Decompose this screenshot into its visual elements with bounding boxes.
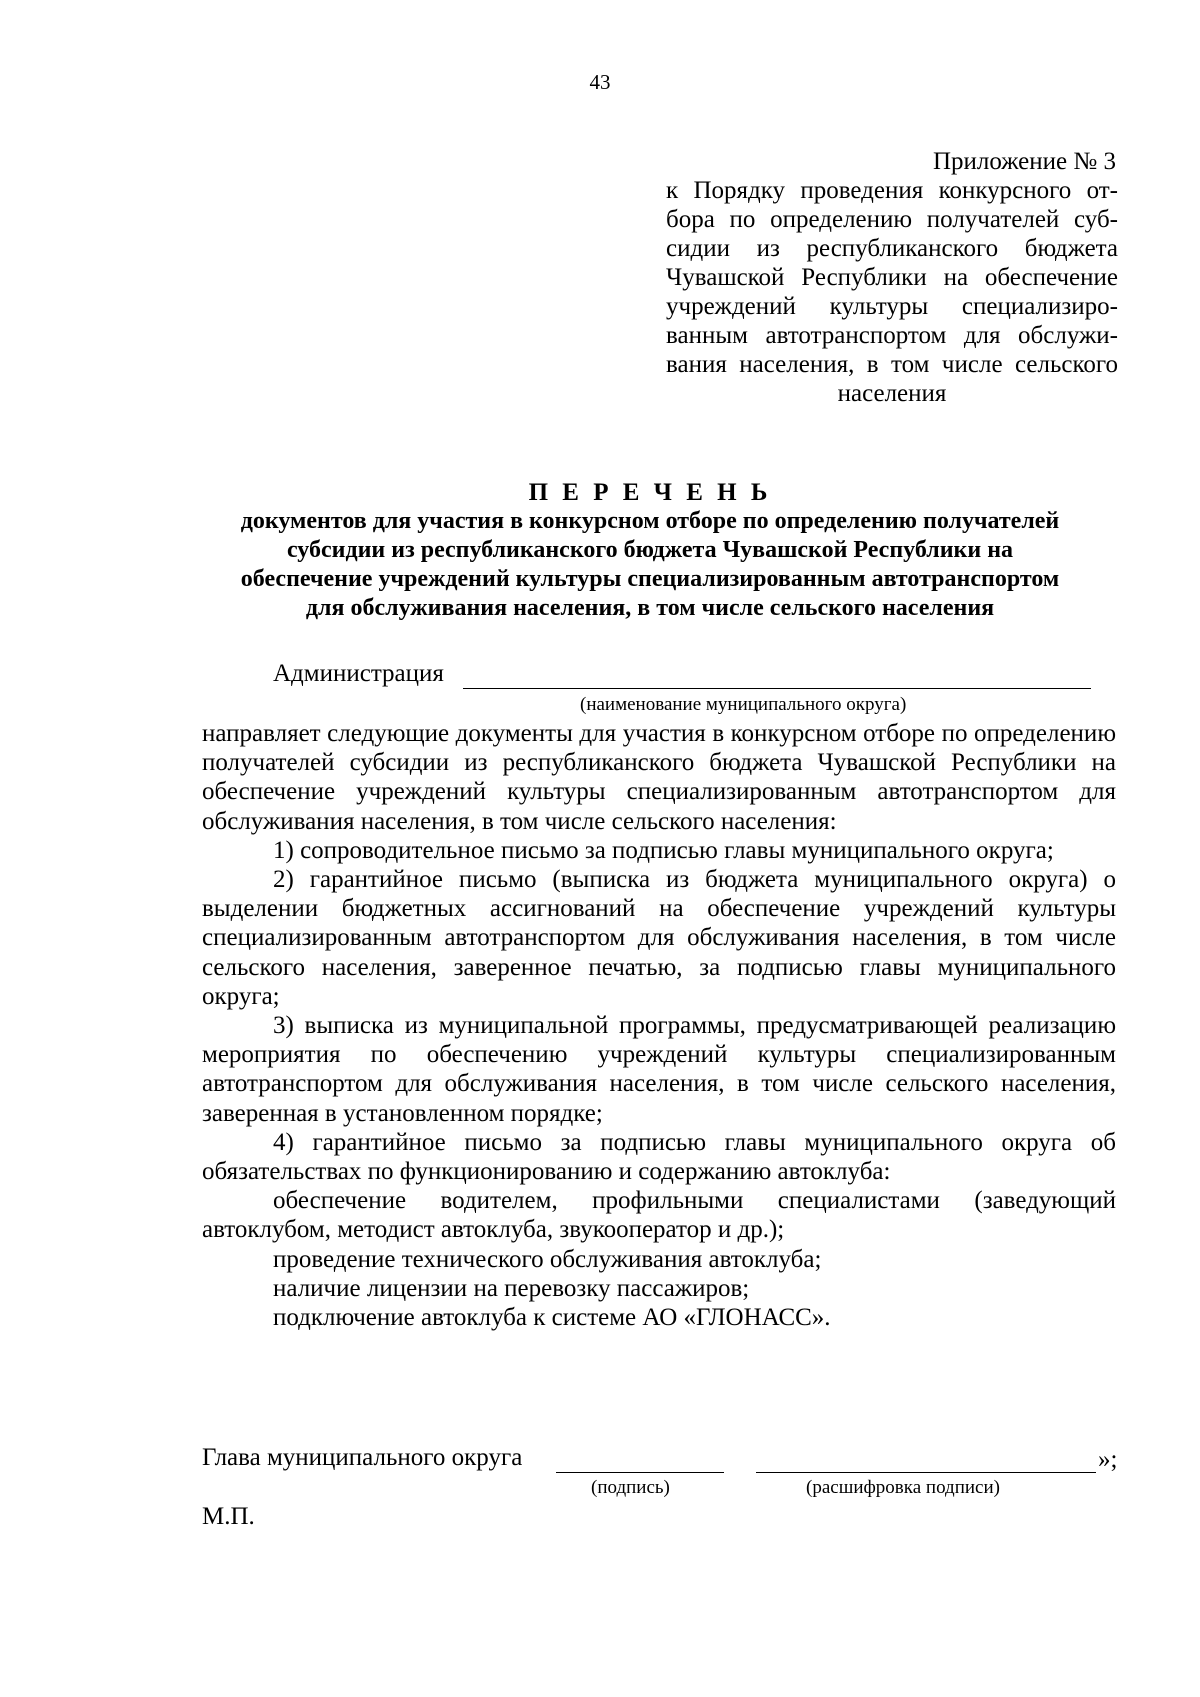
appendix-line: ванным автотранспортом для обслужи-	[666, 322, 1118, 349]
list-item: 2) гарантийное письмо (выписка из бюджета муниципального округа) о выделении бюджетных ассигнований на обеспечение учреждений культуры специализированным автотранспортом для обслуживания населения, в том числе сельского населения, заверенное печатью, за подписью главы муниципального округа;	[202, 866, 1116, 1010]
administration-label: Администрация	[273, 660, 444, 687]
heading-line: для обслуживания населения, в том числе сельского населения	[305, 595, 995, 621]
body-intro: направляет следующие документы для участия в конкурсном отборе по определению получателей субсидии из республиканского бюджета Чувашской Республики на обеспечение учреждений культуры специализированным автотранспортом для обслуживания населения, в том числе сельского населения:	[202, 720, 1116, 835]
list-item: 4) гарантийное письмо за подписью главы муниципального округа об обязательствах по функционированию и содержанию автоклуба:	[202, 1128, 1116, 1186]
heading-line: документов для участия в конкурсном отборе по определению получателей	[240, 508, 1060, 534]
sub-item: проведение технического обслуживания автоклуба;	[273, 1245, 822, 1273]
signature-field[interactable]	[556, 1472, 724, 1473]
appendix-line: к Порядку проведения конкурсного от-	[666, 177, 1118, 204]
signature-decoding-caption: (расшифровка подписи)	[806, 1477, 1000, 1498]
sub-item: наличие лицензии на перевозку пассажиров;	[273, 1274, 750, 1302]
appendix-line: учреждений культуры специализиро-	[666, 293, 1118, 320]
signature-caption: (подпись)	[591, 1477, 670, 1498]
signature-decoding-field[interactable]	[756, 1472, 1096, 1473]
signature-label: Глава муниципального округа	[202, 1444, 523, 1471]
heading-title: П Е Р Е Ч Е Н Ь	[528, 479, 772, 506]
page-number: 43	[589, 70, 611, 94]
administration-name-field[interactable]	[463, 688, 1091, 689]
list-item: 3) выписка из муниципальной программы, предусматривающей реализацию мероприятия по обеспечению учреждений культуры специализированным автотранспортом для обслуживания населения, в том числе сельского населения, заверенная в установленном порядке;	[202, 1012, 1116, 1127]
appendix-line: бора по определению получателей суб-	[666, 206, 1118, 233]
appendix-block	[666, 147, 1118, 408]
signature-end-mark: »;	[1098, 1446, 1118, 1473]
list-item: 1) сопроводительное письмо за подписью главы муниципального округа;	[273, 836, 1054, 864]
administration-caption: (наименование муниципального округа)	[580, 694, 907, 715]
document-heading	[190, 478, 1110, 623]
heading-line: субсидии из республиканского бюджета Чувашской Республики на	[286, 537, 1014, 563]
sub-item: подключение автоклуба к системе АО «ГЛОНАСС».	[273, 1304, 831, 1332]
appendix-last-line: населения	[837, 380, 947, 407]
stamp-place: М.П.	[202, 1503, 255, 1530]
appendix-line: вания населения, в том числе сельского	[666, 351, 1118, 378]
appendix-line: Чувашской Республики на обеспечение	[666, 264, 1118, 291]
appendix-title: Приложение № 3	[932, 148, 1116, 175]
heading-line: обеспечение учреждений культуры специализированным автотранспортом	[240, 566, 1060, 592]
document-body	[202, 719, 1116, 1332]
sub-item: обеспечение водителем, профильными специалистами (заведующий автоклубом, методист автоклуба, звукооператор и др.);	[202, 1187, 1116, 1244]
appendix-line: сидии из республиканского бюджета	[666, 235, 1118, 262]
